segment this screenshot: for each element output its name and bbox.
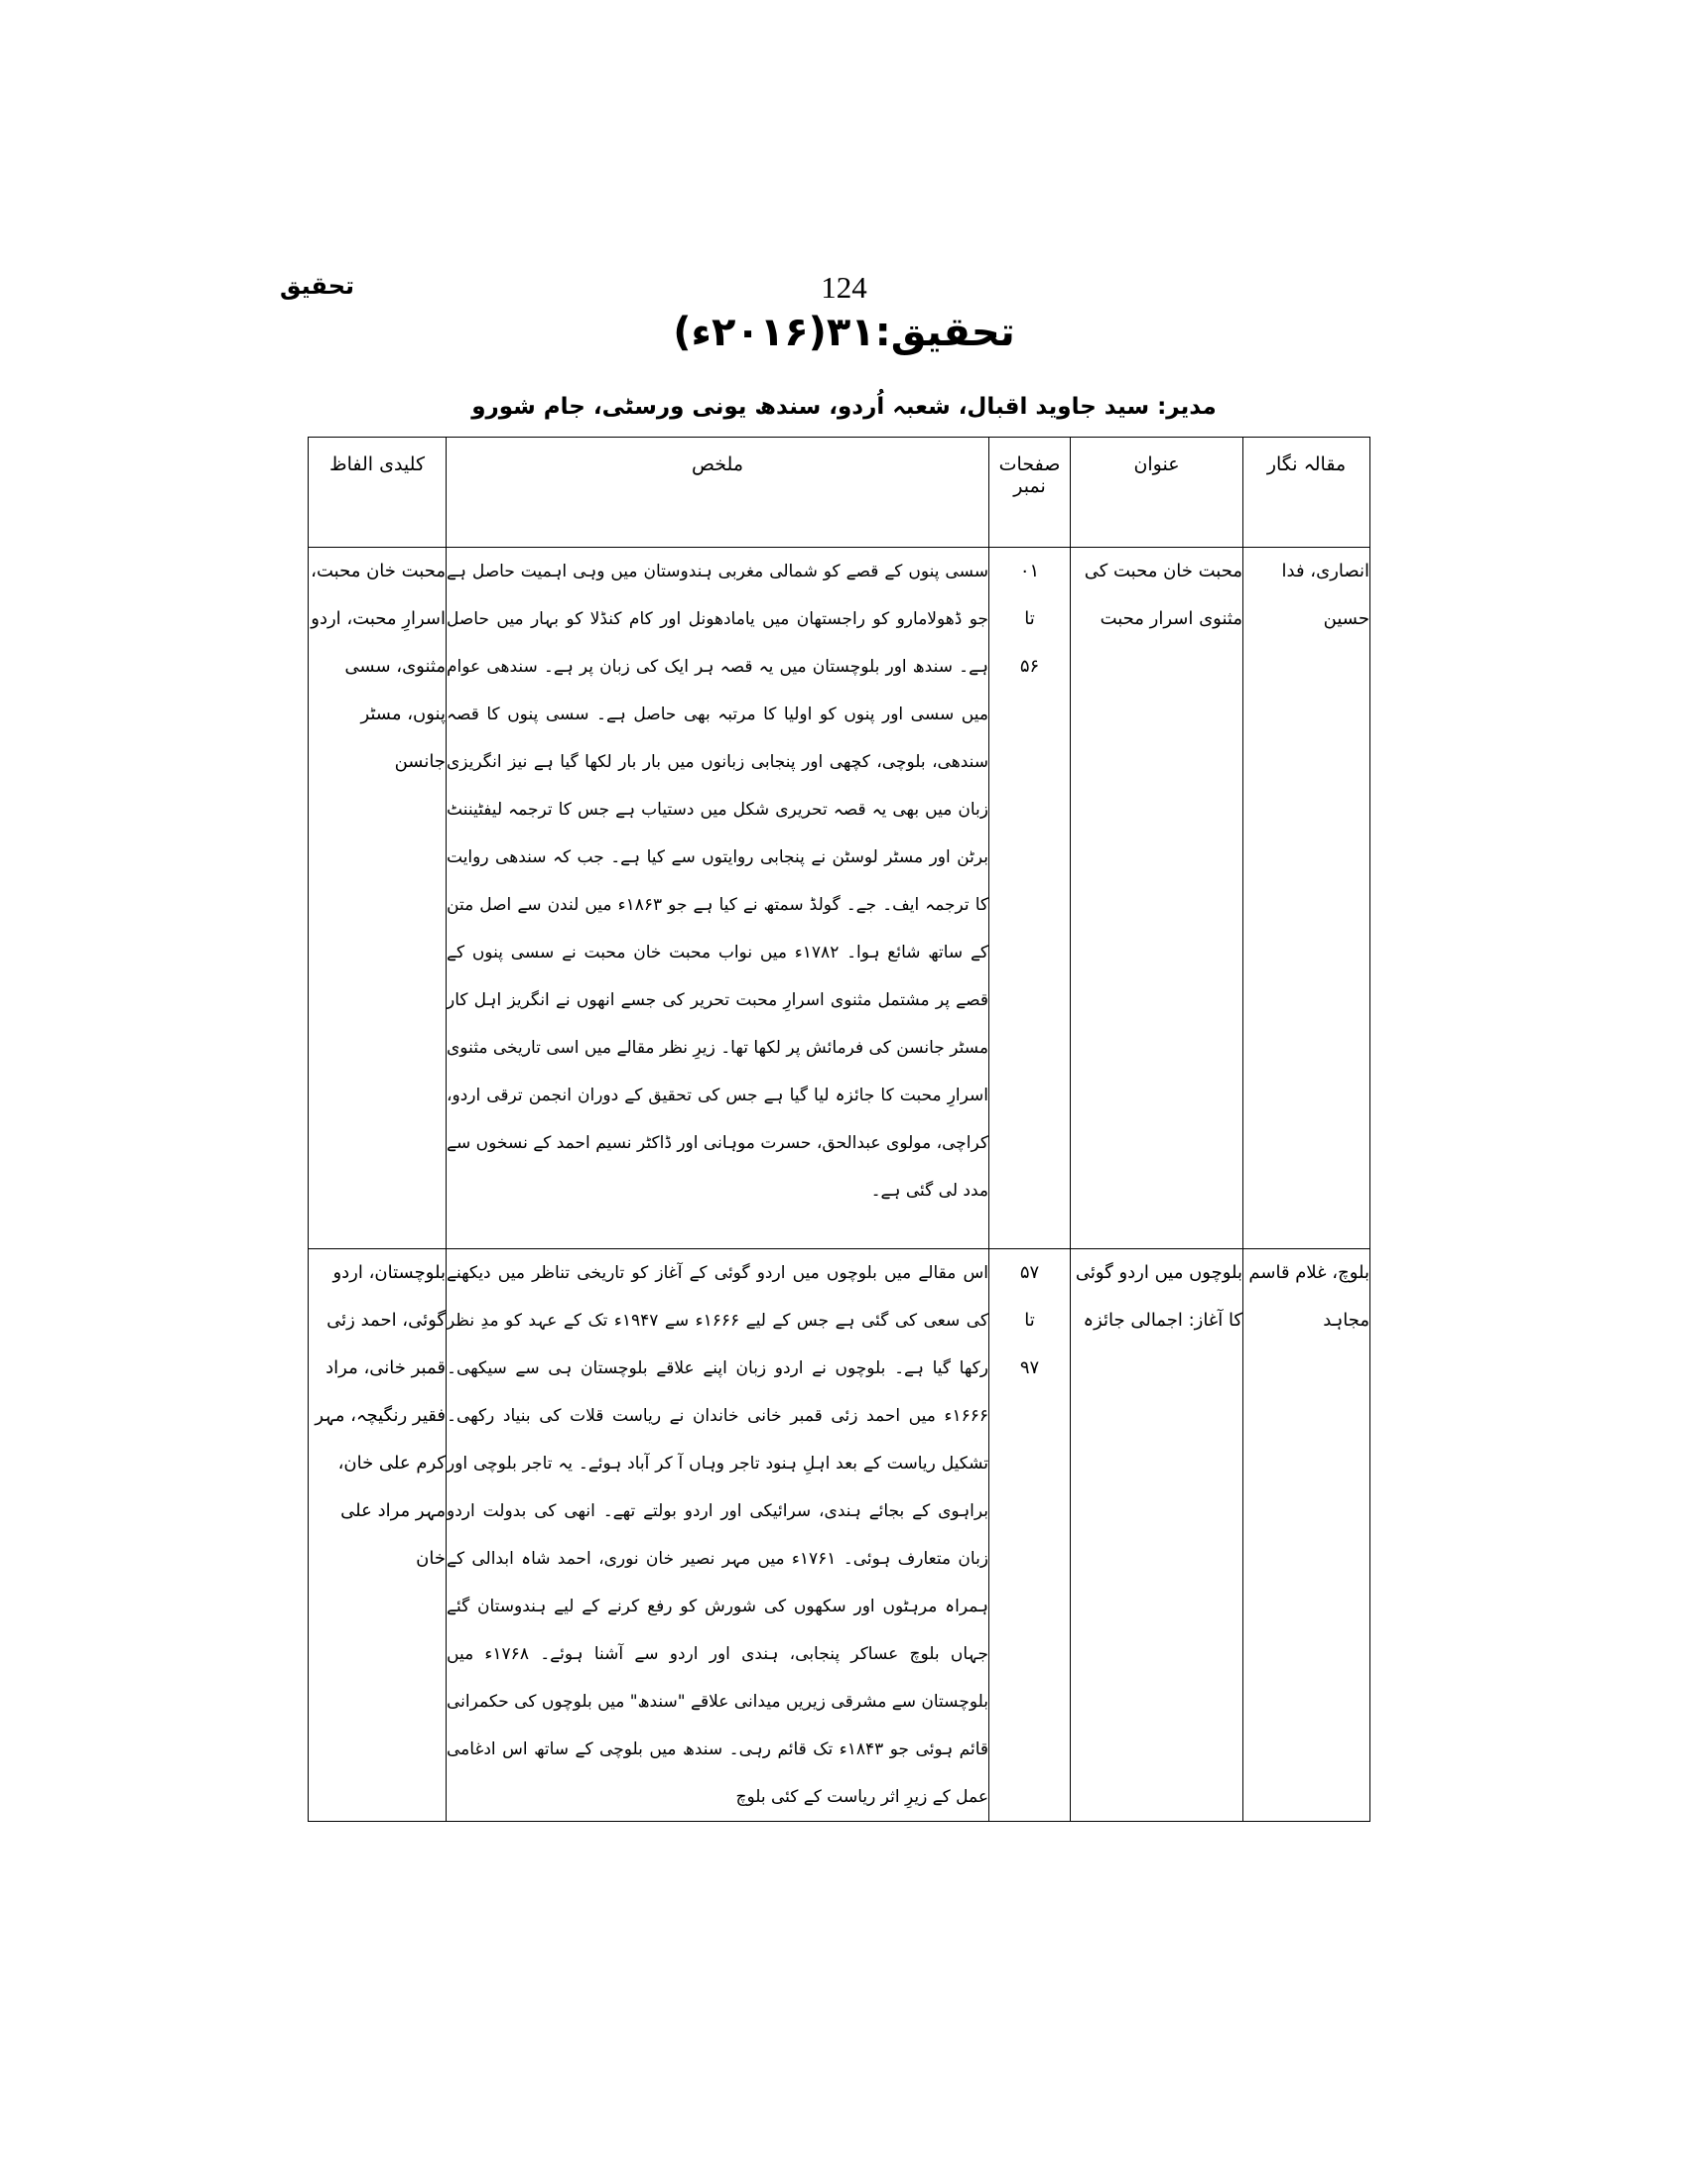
title-cell: بلوچوں میں اردو گوئی کا آغاز: اجمالی جائزہ (1071, 1249, 1243, 1822)
abstract-cell: اس مقالے میں بلوچوں میں اردو گوئی کے آغاز کو تاریخی تناظر میں دیکھنے کی سعی کی گئی ہے جس کے لیے ۱۶۶۶ء سے ۱۹۴۷ء تک کے عہد کو مدِ نظر رکھا گیا ہے۔ بلوچوں نے اردو زبان اپنے علاقے بلوچستان ہی سے سیکھی۔ ۱۶۶۶ء میں احمد زئی قمبر خانی خاندان نے ریاست قلات کی بنیاد رکھی۔ تشکیل ریاست کے بعد اہلِ ہنود تاجر وہاں آ کر آباد ہوئے۔ یہ تاجر بلوچی اور براہوی کے بجائے ہندی، سرائیکی اور اردو بولتے تھے۔ انھی کی بدولت اردو زبان متعارف ہوئی۔ ۱۷۶۱ء میں مہر نصیر خان نوری، احمد شاہ ابدالی کے ہمراہ مرہٹوں اور سکھوں کی شورش کو رفع کرنے کے لیے ہندوستان گئے جہاں بلوچ عساکر پنجابی، ہندی اور اردو سے آشنا ہوئے۔ ۱۷۶۸ء میں بلوچستان سے مشرقی زیریں میدانی علاقے "سندھ" میں بلوچوں کی حکمرانی قائم ہوئی جو ۱۸۴۳ء تک قائم رہی۔ سندھ میں بلوچی کے ساتھ اس ادغامی عمل کے زیرِ اثر ریاست کے کئی بلوچ (447, 1249, 989, 1822)
journal-title: تحقیق:۳۱(۲۰۱۶ء) (673, 310, 1015, 355)
author-cell: بلوچ، غلام قاسم مجاہد (1243, 1249, 1370, 1822)
header-author: مقالہ نگار (1243, 438, 1370, 548)
header-keywords: کلیدی الفاظ (309, 438, 447, 548)
header-title: عنوان (1071, 438, 1243, 548)
abstract-cell: سسی پنوں کے قصے کو شمالی مغربی ہندوستان میں وہی اہمیت حاصل ہے جو ڈھولامارو کو راجستھان میں یامادھونل اور کام کنڈلا کو بہار میں حاصل ہے۔ سندھ اور بلوچستان میں یہ قصہ ہر ایک کی زبان پر ہے۔ سندھی عوام میں سسی اور پنوں کو اولیا کا مرتبہ بھی حاصل ہے۔ سسی پنوں کا قصہ سندھی، بلوچی، کچھی اور پنجابی زبانوں میں بار بار لکھا گیا ہے نیز انگریزی زبان میں بھی یہ قصہ تحریری شکل میں دستیاب ہے جس کا ترجمہ لیفٹیننٹ برٹن اور مسٹر لوسٹن نے پنجابی روایتوں سے کیا ہے۔ جب کہ سندھی روایت کا ترجمہ ایف۔ جے۔ گولڈ سمتھ نے کیا ہے جو ۱۸۶۳ء میں لندن سے اصل متن کے ساتھ شائع ہوا۔ ۱۷۸۲ء میں نواب محبت خان محبت نے سسی پنوں کے قصے پر مشتمل مثنوی اسرارِ محبت تحریر کی جسے انھوں نے انگریز اہل کار مسٹر جانسن کی فرمائش پر لکھا تھا۔ زیرِ نظر مقالے میں اسی تاریخی مثنوی اسرارِ محبت کا جائزہ لیا گیا ہے جس کی تحقیق کے دوران انجمن ترقی اردو، کراچی، مولوی عبدالحق، حسرت موہانی اور ڈاکٹر نسیم احمد کے نسخوں سے مدد لی گئی ہے۔ (447, 548, 989, 1249)
pages-cell (989, 1249, 1071, 1822)
pages-from: ۵۷ (1019, 1262, 1040, 1283)
pages-from: ۰۱ (1019, 561, 1040, 581)
pages-to: ۵۶ (1019, 656, 1040, 677)
title-cell: محبت خان محبت کی مثنوی اسرار محبت (1071, 548, 1243, 1249)
page-number: 124 (821, 270, 867, 305)
pages-to-label: تا (1024, 1310, 1035, 1331)
keywords-cell: بلوچستان، اردو گوئی، احمد زئی قمبر خانی، مراد فقیر رنگیچہ، مہر کرم علی خان، مہر مراد علی خان (309, 1249, 447, 1822)
articles-table (308, 437, 1370, 1822)
header-abstract: ملخص (447, 438, 989, 548)
pages-to-label: تا (1024, 608, 1035, 629)
pages-to: ۹۷ (1019, 1357, 1040, 1378)
table-row (309, 548, 1370, 1249)
header-pages: صفحات نمبر (989, 438, 1071, 548)
table-header-row (309, 438, 1370, 548)
table-row (309, 1249, 1370, 1822)
editor-line: مدیر: سید جاوید اقبال، شعبہ اُردو، سندھ یونی ورسٹی، جام شورو (471, 394, 1217, 420)
keywords-cell: محبت خان محبت، اسرارِ محبت، اردو مثنوی، سسی پنوں، مسٹر جانسن (309, 548, 447, 1249)
running-head: تحقیق (280, 272, 355, 300)
author-cell: انصاری، فدا حسین (1243, 548, 1370, 1249)
pages-cell (989, 548, 1071, 1249)
